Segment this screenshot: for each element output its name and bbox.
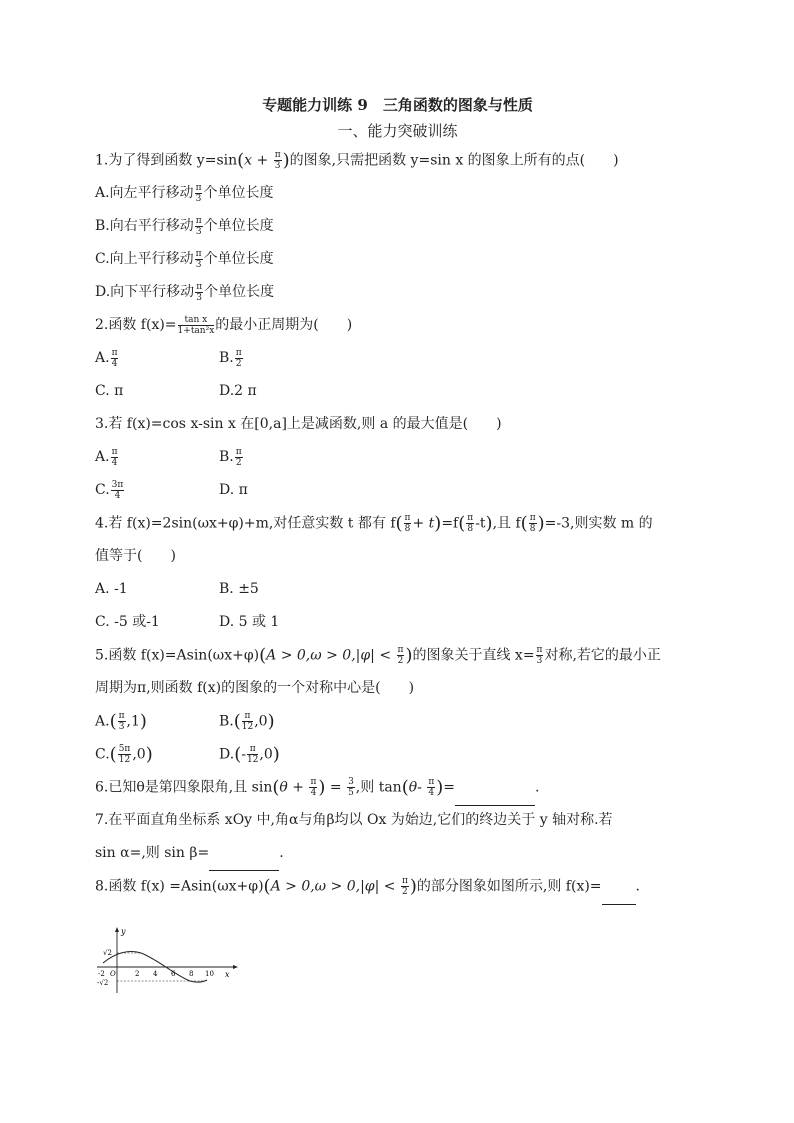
option-b: B. ±5 xyxy=(219,581,259,597)
question-5: 5.函数 f(x)=Asin(ωx+φ)(A > 0,ω > 0,|φ| < $\frac{\pi}{2}$ )的图象关于直线 x= $\frac{\pi}{3}$ 对称,若它的最小正 xyxy=(95,645,661,666)
option-d: D. 5 或 1 xyxy=(219,614,280,630)
tick-label: 4 xyxy=(153,970,158,978)
option-a: A. $\frac{\pi}{4}$ xyxy=(95,347,118,369)
option-c: C.( $\frac{5\pi}{12}$ ,0) xyxy=(95,744,153,765)
question-1: 1.为了得到函数 y=sin(x + $\frac{\pi}{3}$ )的图象,只需把函数 y=sin x 的图象上所有的点( ) xyxy=(95,150,619,171)
answer-blank[interactable] xyxy=(455,772,535,806)
options-row xyxy=(95,573,700,606)
tick-label: 8 xyxy=(189,970,194,978)
option-c: C. -5 或-1 xyxy=(95,614,160,630)
tick-label: 10 xyxy=(205,970,214,978)
fraction: $\frac{\pi}{3}$ xyxy=(274,150,281,171)
option-b: B. $\frac{\pi}{2}$ xyxy=(219,347,242,369)
option-b: B. $\frac{\pi}{2}$ xyxy=(219,446,242,468)
options-row xyxy=(95,441,700,474)
question-3: 3.若 f(x)=cos x-sin x 在[0,a]上是减函数,则 a 的最大值是( ) xyxy=(95,416,502,432)
document-page xyxy=(95,92,700,903)
x-axis-arrow xyxy=(233,965,238,969)
option-a: A. -1 xyxy=(95,581,128,597)
y-axis-label: y xyxy=(121,927,126,936)
question-7-continued: sin α=,则 sin β= . xyxy=(95,837,700,870)
fraction: $\frac{\text{tan x}}{\text{1+tan²x}}$ xyxy=(177,314,215,336)
page-title: 专题能力训练 9 三角函数的图象与性质 xyxy=(262,96,533,114)
question-5-continued: 周期为π,则函数 f(x)的图象的一个对称中心是( ) xyxy=(95,680,415,696)
options-row xyxy=(95,705,700,738)
tick-label: 2 xyxy=(135,970,140,978)
options-row xyxy=(95,342,700,375)
option-d: D.2 π xyxy=(219,383,257,399)
answer-blank[interactable] xyxy=(209,837,279,871)
option-b: B.( $\frac{\pi}{12}$ ,0) xyxy=(219,711,275,732)
option-c: C. $\frac{3\pi}{4}$ xyxy=(95,479,124,501)
question-4-continued: 值等于( ) xyxy=(95,548,176,564)
option-d: D. π xyxy=(219,482,248,498)
y-axis-arrow xyxy=(115,927,119,932)
y-tick-max: √2 xyxy=(103,949,112,957)
option-b: B.向右平行移动 $\frac{\pi}{3}$ 个单位长度 xyxy=(95,215,274,237)
tick-label: 6 xyxy=(171,970,176,978)
answer-blank[interactable] xyxy=(602,871,636,905)
question-7: 7.在平面直角坐标系 xOy 中,角α与角β均以 Ox 为始边,它们的终边关于 y 轴对称.若 xyxy=(95,812,613,828)
origin-label: O xyxy=(110,970,116,978)
sine-graph xyxy=(95,925,240,995)
question-4: 4.若 f(x)=2sin(ωx+φ)+m,对任意实数 t 都有 f( $\frac{\pi}{8}$ + t)=f( $\frac{\pi}{8}$ -t),且 f( $\frac{\pi}{8}$ )=-3,则实数 m 的 xyxy=(95,513,653,534)
option-a: A.向左平行移动 $\frac{\pi}{3}$ 个单位长度 xyxy=(95,182,274,204)
options-row xyxy=(95,606,700,639)
option-c: C. π xyxy=(95,383,124,399)
options-row xyxy=(95,375,700,408)
option-c: C.向上平行移动 $\frac{\pi}{3}$ 个单位长度 xyxy=(95,248,274,270)
x-axis-label: x xyxy=(225,970,230,979)
question-8: 8.函数 f(x) =Asin(ωx+φ)(A > 0,ω > 0,|φ| < $\frac{\pi}{2}$ )的部分图象如图所示,则 f(x)= . xyxy=(95,870,700,903)
question-6: 6.已知θ是第四象限角,且 sin(θ + $\frac{\pi}{4}$ ) = $\frac{3}{5}$ ,则 tan(θ- $\frac{\pi}{4}$ )= . xyxy=(95,771,700,804)
question-2: 2.函数 f(x)= $\frac{\text{tan x}}{\text{1+tan²x}}$ 的最小正周期为( ) xyxy=(95,314,353,336)
options-row xyxy=(95,474,700,507)
option-d: D.向下平行移动 $\frac{\pi}{3}$ 个单位长度 xyxy=(95,281,275,303)
y-tick-min: -√2 xyxy=(97,979,109,987)
option-a: A. $\frac{\pi}{4}$ xyxy=(95,446,118,468)
option-a: A.( $\frac{\pi}{3}$ ,1) xyxy=(95,711,147,732)
options-row xyxy=(95,738,700,771)
section-heading: 一、能力突破训练 xyxy=(337,122,458,140)
option-d: D.(- $\frac{\pi}{12}$ ,0) xyxy=(219,744,280,765)
tick-label: -2 xyxy=(98,970,105,978)
